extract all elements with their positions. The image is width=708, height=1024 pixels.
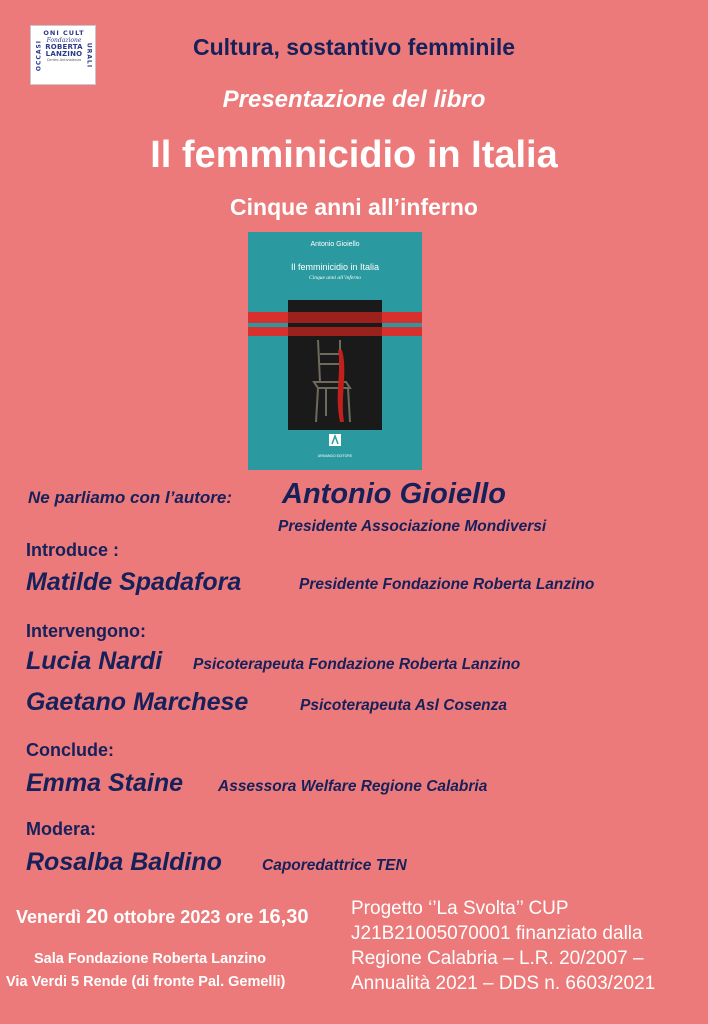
introduce-label: Introduce : xyxy=(26,540,119,560)
speaker2-role: Psicoterapeuta Asl Cosenza xyxy=(300,697,508,714)
project-line4: Annualità 2021 – DDS n. 6603/2021 xyxy=(351,973,656,994)
speaker1-role: Psicoterapeuta Fondazione Roberta Lanzino xyxy=(193,656,521,673)
logo-arc-top: ONI CULT xyxy=(43,29,85,37)
event-month-year: ottobre 2023 xyxy=(113,907,221,927)
conclude-label: Conclude: xyxy=(26,740,114,760)
modera-role: Caporedattrice TEN xyxy=(262,857,407,874)
cover-publisher: ARMANDO EDITORE xyxy=(317,454,353,458)
logo-line3: LANZINO xyxy=(45,50,83,58)
event-day: Venerdì xyxy=(16,907,82,927)
book-subtitle: Cinque anni all’inferno xyxy=(230,194,478,220)
project-line1: Progetto ‘’La Svolta’’ CUP xyxy=(351,898,569,919)
logo-line4: Centro Antiviolenza xyxy=(46,58,82,62)
introduce-role: Presidente Fondazione Roberta Lanzino xyxy=(299,576,595,593)
logo-line2: ROBERTA xyxy=(45,43,83,51)
event-venue: Sala Fondazione Roberta Lanzino xyxy=(34,951,267,967)
intervengono-label: Intervengono: xyxy=(26,621,146,641)
speaker1-name: Lucia Nardi xyxy=(26,647,163,675)
project-info xyxy=(351,896,701,996)
cover-author: Antonio Gioiello xyxy=(310,241,360,248)
event-ore: ore xyxy=(225,907,254,927)
logo-arc-right: URALI xyxy=(85,42,93,69)
cover-title: Il femminicidio in Italia xyxy=(290,262,380,272)
modera-name: Rosalba Baldino xyxy=(26,848,222,876)
series-title: Cultura, sostantivo femminile xyxy=(192,34,516,60)
introduce-name: Matilde Spadafora xyxy=(26,568,242,596)
kicker: Presentazione del libro xyxy=(222,86,486,113)
event-address: Via Verdi 5 Rende (di fronte Pal. Gemelli) xyxy=(6,974,286,990)
speaker-intro: Ne parliamo con l’autore: xyxy=(28,488,233,507)
speaker2-name: Gaetano Marchese xyxy=(26,688,249,716)
event-date xyxy=(16,906,308,929)
conclude-name: Emma Staine xyxy=(26,769,184,797)
event-date-num: 20 xyxy=(86,906,109,928)
book-cover xyxy=(248,232,422,470)
logo-line1: Fondazione xyxy=(46,37,82,44)
modera-label: Modera: xyxy=(26,819,97,839)
project-line2: J21B21005070001 finanziato dalla xyxy=(351,923,643,944)
book-title: Il femminicidio in Italia xyxy=(150,134,558,176)
conclude-role: Assessora Welfare Regione Calabria xyxy=(218,778,488,795)
speaker-role: Presidente Associazione Mondiversi xyxy=(278,518,547,535)
event-time: 16,30 xyxy=(258,906,309,928)
project-line3: Regione Calabria – L.R. 20/2007 – xyxy=(351,948,644,969)
speaker-name: Antonio Gioiello xyxy=(282,478,506,510)
logo-arc-left: OCCASI xyxy=(35,39,43,72)
cover-subtitle: Cinque anni all’inferno xyxy=(309,275,361,281)
